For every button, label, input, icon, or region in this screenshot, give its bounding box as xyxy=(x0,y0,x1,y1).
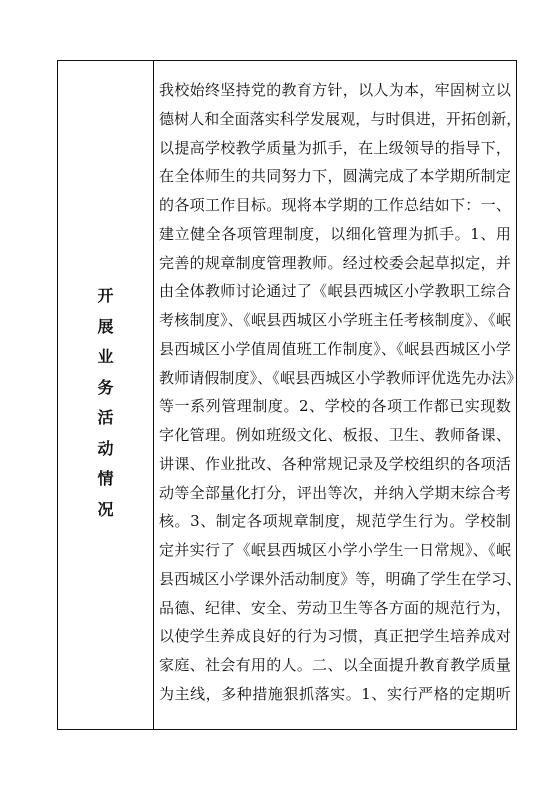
text-line: 动等全部量化打分，评出等次，并纳入学期末综合考 xyxy=(159,483,511,502)
section-label-char: 动 xyxy=(97,438,114,458)
section-label-char: 情 xyxy=(97,469,114,488)
content-cell xyxy=(154,61,522,729)
text-line: 定并实行了《岷县西城区小学小学生一日常规》、《岷 xyxy=(159,541,511,559)
section-label-char: 开 xyxy=(97,286,114,305)
section-label-char: 活 xyxy=(97,408,114,427)
text-line: 在全体师生的共同努力下，圆满完成了本学期所制定 xyxy=(159,167,511,186)
text-line: 字化管理。例如班级文化、板报、卫生、教师备课、 xyxy=(159,426,511,444)
section-label-char: 况 xyxy=(97,499,114,519)
section-label-cell xyxy=(58,61,154,729)
text-line: 县西城区小学值周值班工作制度》、《岷县西城区小学 xyxy=(159,339,511,358)
text-line: 德树人和全面落实科学发展观，与时俱进，开拓创新， xyxy=(159,109,522,128)
text-line: 建立健全各项管理制度，以细化管理为抓手。1、用 xyxy=(159,224,511,243)
text-line: 县西城区小学课外活动制度》等，明确了学生在学习、 xyxy=(159,569,522,588)
text-line: 教师请假制度》、《岷县西城区小学教师评优选先办法》 xyxy=(159,368,522,387)
section-label-char: 展 xyxy=(97,316,114,336)
text-line: 以提高学校教学质量为抓手，在上级领导的指导下， xyxy=(159,138,511,157)
text-line: 我校始终坚持党的教育方针，以人为本，牢固树立以 xyxy=(159,81,511,99)
activity-table xyxy=(57,60,522,730)
text-line: 考核制度》、《岷县西城区小学班主任考核制度》、《岷 xyxy=(159,311,511,329)
summary-paragraph xyxy=(159,76,522,709)
section-label-char: 务 xyxy=(97,377,114,397)
text-line: 为主线，多种措施狠抓落实。1、实行严格的定期听 xyxy=(159,684,511,703)
text-line: 核。3、制定各项规章制度，规范学生行为。学校制 xyxy=(159,512,511,531)
section-label xyxy=(58,281,153,525)
text-line: 以使学生养成良好的行为习惯，真正把学生培养成对 xyxy=(159,627,511,646)
text-line: 家庭、社会有用的人。二、以全面提升教育教学质量 xyxy=(159,656,511,674)
text-line: 完善的规章制度管理教师。经过校委会起草拟定，并 xyxy=(159,253,511,272)
section-label-char: 业 xyxy=(97,347,114,366)
text-line: 讲课、作业批改、各种常规记录及学校组织的各项活 xyxy=(159,454,511,473)
text-line: 由全体教师讨论通过了《岷县西城区小学教职工综合 xyxy=(159,282,511,301)
text-line: 品德、纪律、安全、劳动卫生等各方面的规范行为， xyxy=(159,598,511,617)
text-line: 的各项工作目标。现将本学期的工作总结如下：一、 xyxy=(159,196,511,214)
text-line: 等一系列管理制度。2、学校的各项工作都已实现数 xyxy=(159,397,511,416)
